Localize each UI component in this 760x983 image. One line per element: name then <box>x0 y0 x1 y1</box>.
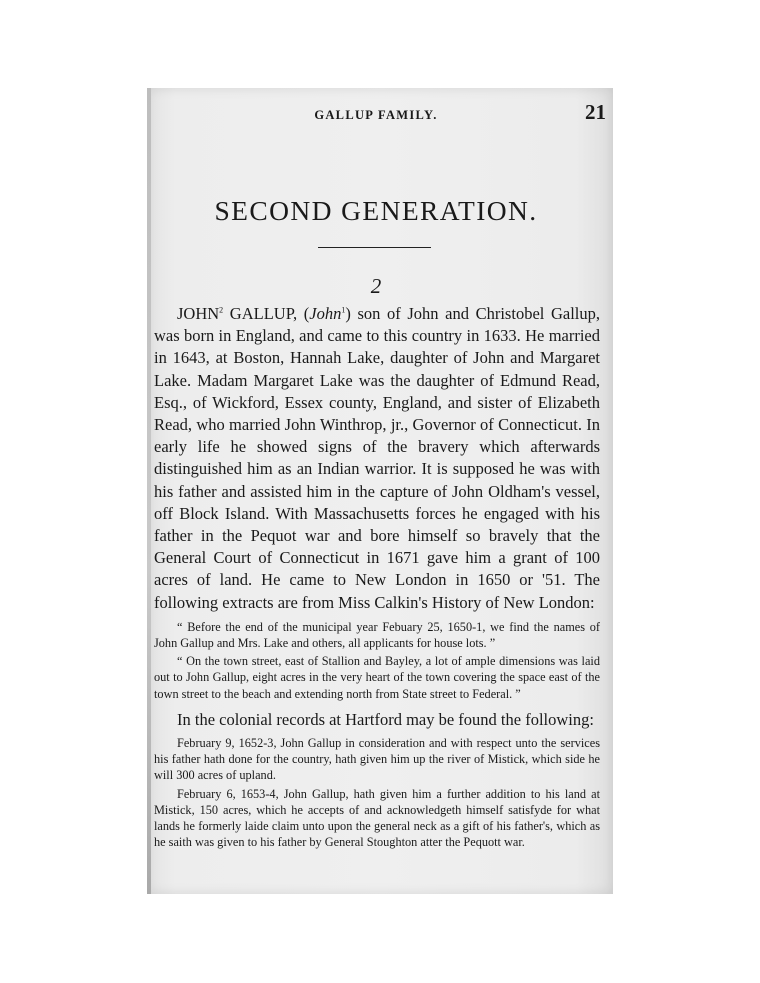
quotation-house-lots: “ Before the end of the municipal year Febuary 25, 1650-1, we find the names of John Gallup and Mrs. Lake and others, all applicants for house lots. ” <box>154 619 600 651</box>
biography-paragraph <box>154 303 600 614</box>
body-text <box>154 303 600 850</box>
person-surname: GALLUP, ( <box>223 304 310 323</box>
biography-text: ) son of John and Christobel Gallup, was born in England, and came to this country in 1633. He married in 1643, at Boston, Hannah Lake, daughter of John and Margaret Lake. Madam Margaret Lake was the daughter of Edmund Read, Esq., of Wickford, Essex county, England, and sister of Elizabeth Read, who married John Winthrop, jr., Governor of Connecticut. In early life he showed signs of the bravery which afterwards distinguished him as an Indian warrior. It is supposed he was with his father and assisted him in the capture of John Oldham's vessel, off Block Island. With Massachusetts forces he engaged with his father in the Pequot war and bore himself so bravely that the General Court of Connecticut in 1671 gave him a grant of 100 acres of land. He came to New London in 1650 or '51. The following extracts are from Miss Calkin's History of New London: <box>154 304 600 612</box>
book-page <box>152 88 606 894</box>
section-rule <box>318 247 431 248</box>
running-title: GALLUP FAMILY. <box>314 108 438 122</box>
generation-superscript: 2 <box>219 305 224 315</box>
parent-superscript: 1 <box>341 305 346 315</box>
colonial-records-intro: In the colonial records at Hartford may be found the following: <box>177 709 594 729</box>
quotation-town-street: “ On the town street, east of Stallion and Bayley, a lot of ample dimensions was laid out to John Gallup, eight acres in the very heart of the town covering the space east of the town street to the beach and extending north from State street to Federal. ” <box>154 654 600 701</box>
record-1653: February 6, 1653-4, John Gallup, hath given him a further addition to his land at Mistick, 150 acres, which he accepts of and acknowledgeth himself satisfyde for what lands he formerly laide claim unto upon the general neck as a gift of his father's, which as he saith was given to his father by General Stoughton atter the Pequott war. <box>154 786 600 850</box>
page-number: 21 <box>585 100 606 124</box>
section-title: SECOND GENERATION. <box>214 195 538 226</box>
entry-number: 2 <box>370 274 382 298</box>
person-name: JOHN <box>177 304 220 323</box>
record-1652: February 9, 1652-3, John Gallup in consideration and with respect unto the services his father hath done for the country, hath given him up the river of Mistick, which side he will 300 acres of upland. <box>154 736 600 783</box>
parent-name: John <box>309 304 342 323</box>
running-head <box>152 100 606 124</box>
